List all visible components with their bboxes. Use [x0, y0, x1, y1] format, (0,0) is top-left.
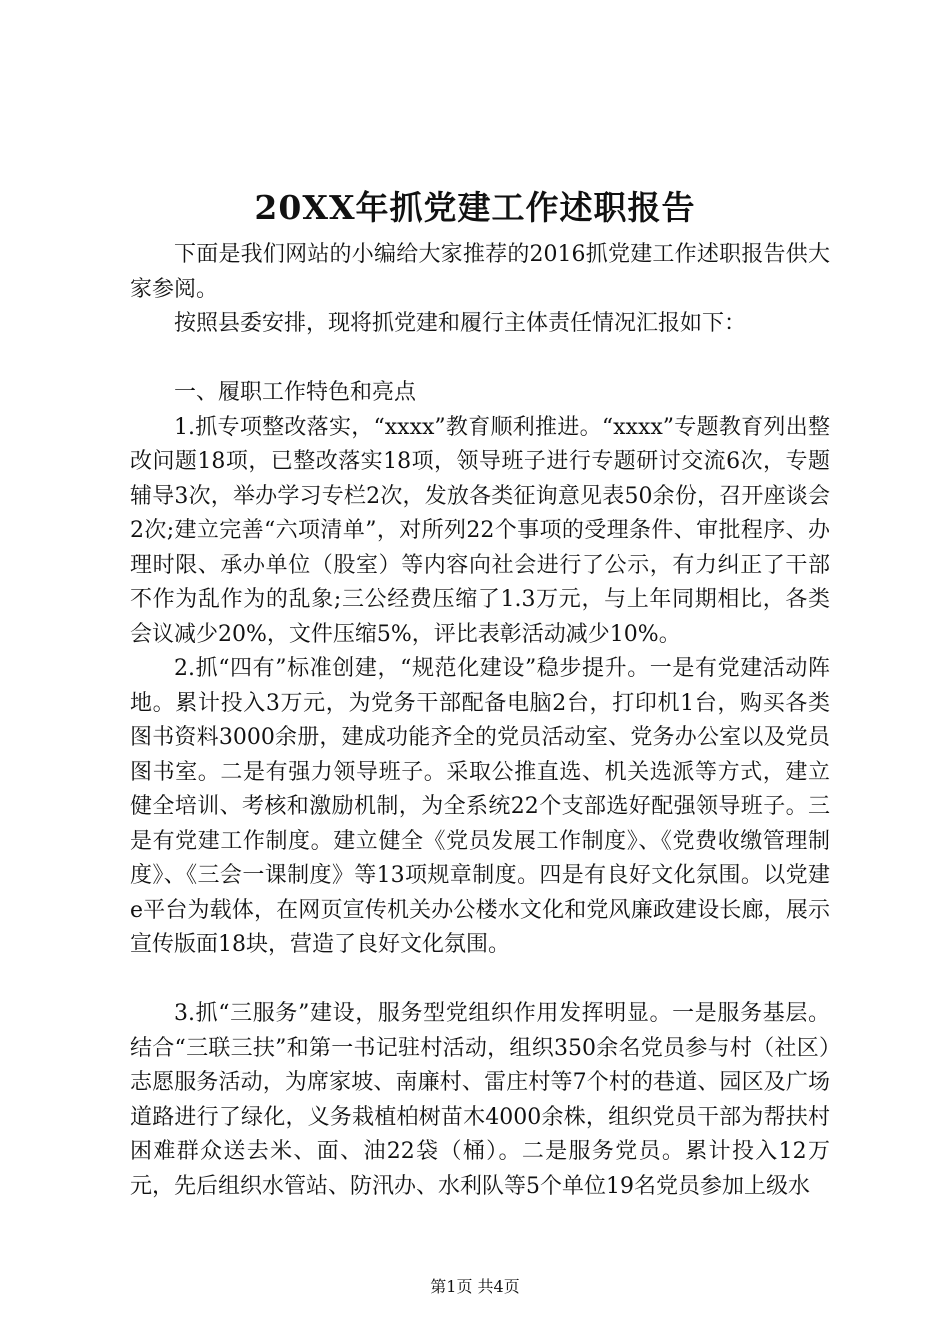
item-3-paragraph: 3.抓“三服务”建设，服务型党组织作用发挥明显。一是服务基层。结合“三联三扶”和第一书记驻村活动，组织350余名党员参与村（社区）志愿服务活动，为席家坡、南廉村、雷庄村等7个村的巷道、园区及广场道路进行了绿化，义务栽植柏树苗木4000余株，组织党员干部为帮扶村困难群众送去米、面、油22袋（桶）。二是服务党员。累计投入12万元，先后组织水管站、防汛办、水利队等5个单位19名党员参加上级水 [130, 1001, 830, 1199]
section-heading: 一、履职工作特色和亮点 [174, 380, 417, 405]
report-opening-paragraph: 按照县委安排，现将抓党建和履行主体责任情况汇报如下： [174, 311, 747, 336]
document-body [130, 238, 830, 1204]
paragraph-spacer [130, 342, 830, 377]
item-1-paragraph: 1.抓专项整改落实，“xxxx”教育顺利推进。“xxxx”专题教育列出整改问题18项，已整改落实18项，领导班子进行专题研讨交流6次，专题辅导3次，举办学习专栏2次，发放各类征询意见表50余份，召开座谈会2次;建立完善“六项清单”，对所列22个事项的受理条件、审批程序、办理时限、承办单位（股室）等内容向社会进行了公示，有力纠正了干部不作为乱作为的乱象;三公经费压缩了1.3万元，与上年同期相比，各类会议减少20%，文件压缩5%，评比表彰活动减少10%。 [130, 414, 830, 647]
document-title: 20XX年抓党建工作述职报告 [254, 188, 696, 227]
item-2-paragraph: 2.抓“四有”标准创建，“规范化建设”稳步提升。一是有党建活动阵地。累计投入3万元，为党务干部配备电脑2台，打印机1台，购买各类图书资料3000余册，建成功能齐全的党员活动室、党务办公室以及党员图书室。二是有强力领导班子。采取公推直选、机关选派等方式，建立健全培训、考核和激励机制，为全系统22个支部选好配强领导班子。三是有党建工作制度。建立健全《党员发展工作制度》、《党费收缴管理制度》、《三会一课制度》等13项规章制度。四是有良好文化氛围。以党建e平台为载体，在网页宣传机关办公楼水文化和党风廉政建设长廊，展示宣传版面18块，营造了良好文化氛围。 [130, 656, 830, 957]
paragraph-spacer [130, 963, 830, 998]
page-number-footer: 第1页 共4页 [430, 1277, 520, 1296]
intro-paragraph: 下面是我们网站的小编给大家推荐的2016抓党建工作述职报告供大家参阅。 [130, 242, 830, 302]
